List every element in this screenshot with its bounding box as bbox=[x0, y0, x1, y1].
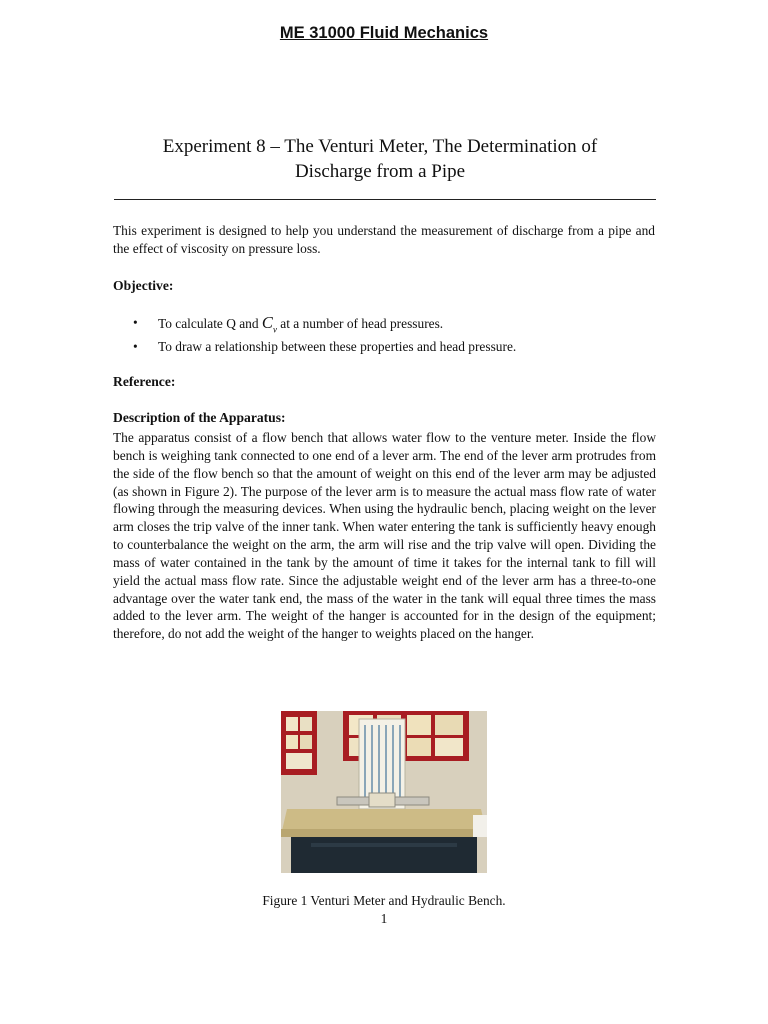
list-item: • To draw a relationship between these properties and head pressure. bbox=[133, 337, 653, 361]
apparatus-description: The apparatus consist of a flow bench that allows water flow to the venture meter. Inside the flow bench is weighing tank connected to one end of a lever arm. The end of the lever arm protrudes from the side of the flow bench so that the amount of weight on this end of the lever arm may be adjusted (as shown in Figure 2). The purpose of the lever arm is to measure the actual mass flow rate of water flowing through the measuring devices. When using the hydraulic bench, placing weight on the lever arm closes the trip valve of the inner tank. When water entering the tank is sufficiently heavy enough to counterbalance the weight on the arm, the arm will rise and the trip valve will open. Dividing the mass of water contained in the tank by the amount of time it takes for the internal tank to fill will yield the actual mass flow rate. Since the adjustable weight end of the lever arm has a three-to-one advantage over the water tank end, the mass of the water in the tank will equal three times the mass added to the lever arm. The weight of the hanger is accounted for in the design of the equipment; therefore, do not add the weight of the hanger to weights placed on the hanger. bbox=[113, 430, 656, 642]
course-header bbox=[0, 24, 768, 43]
list-item: • To calculate Q and $C_v$ at a number of head pressures. bbox=[133, 313, 444, 335]
reference-heading: Reference: bbox=[113, 374, 176, 389]
title-line-2: Discharge from a Pipe bbox=[294, 161, 466, 182]
title-line-1: Experiment 8 – The Venturi Meter, The Determination of bbox=[162, 136, 598, 157]
experiment-title bbox=[110, 134, 650, 184]
title-divider bbox=[114, 199, 656, 200]
figure-caption: Figure 1 Venturi Meter and Hydraulic Bench. bbox=[262, 893, 506, 908]
objective-list bbox=[133, 313, 653, 361]
course-title: ME 31000 Fluid Mechanics bbox=[279, 24, 489, 42]
objective-heading: Objective: bbox=[113, 278, 174, 293]
intro-paragraph: This experiment is designed to help you understand the measurement of discharge from a pipe and the effect of viscosity on pressure loss. bbox=[113, 223, 655, 256]
cv-symbol: $C_v$ bbox=[261, 313, 277, 335]
bullet-icon: • bbox=[133, 339, 138, 354]
page-number: 1 bbox=[380, 911, 388, 926]
bullet-icon: • bbox=[133, 315, 138, 330]
apparatus-heading: Description of the Apparatus: bbox=[113, 410, 286, 425]
venturi-meter-photo bbox=[281, 711, 487, 873]
